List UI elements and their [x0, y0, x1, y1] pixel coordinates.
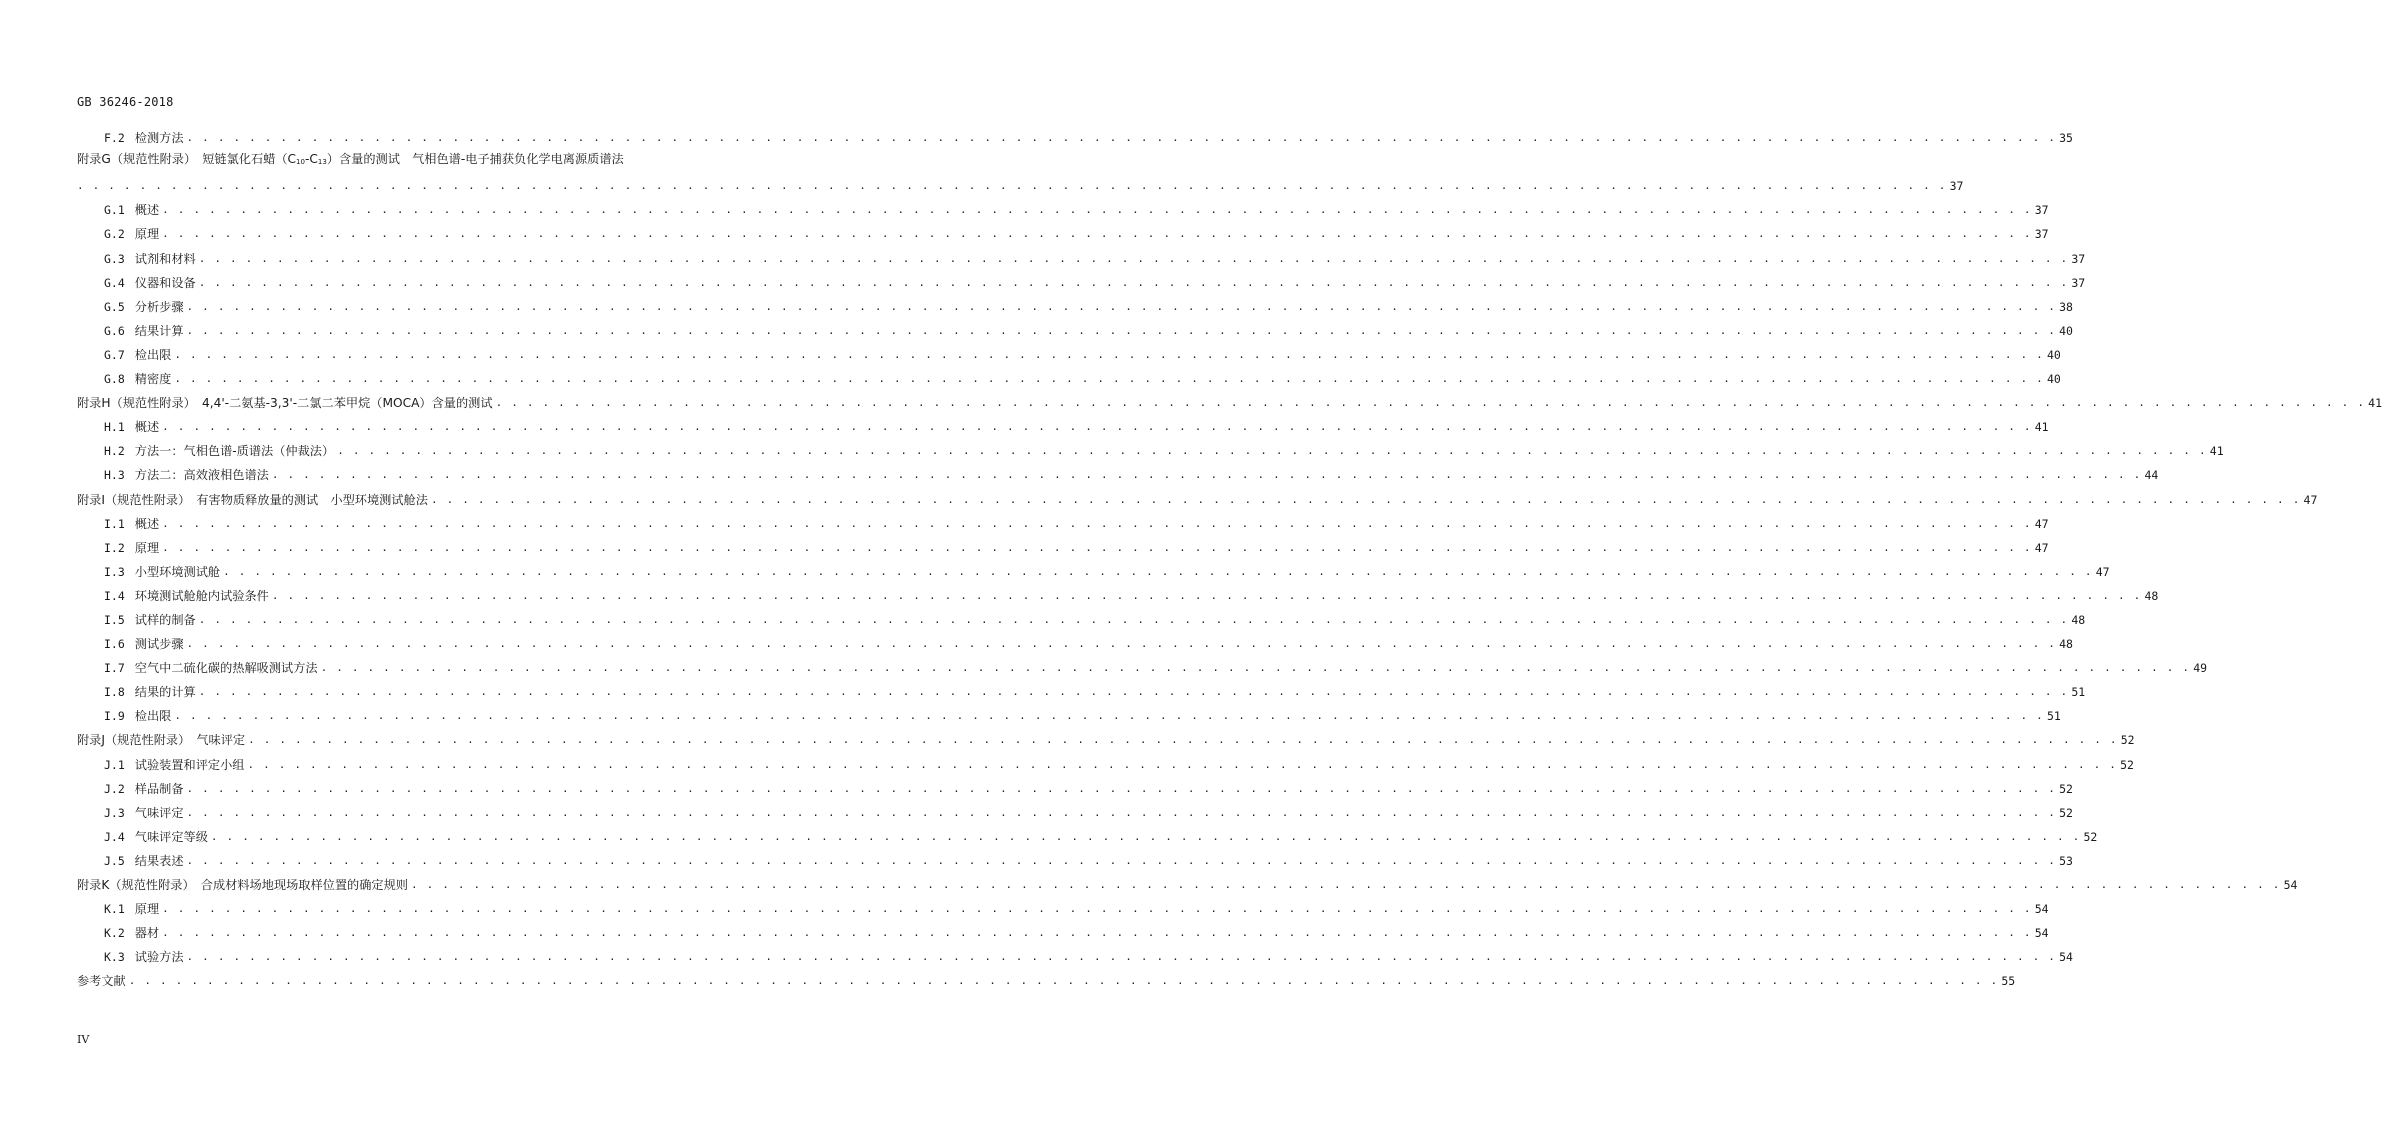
toc-entry-page: 52	[2059, 781, 2073, 796]
toc-entry-number: G.7	[104, 347, 125, 362]
toc-entry[interactable]	[77, 532, 2049, 556]
toc-entry-page: 47	[2034, 540, 2049, 555]
toc-entry-number: I.7	[104, 661, 125, 676]
toc-entry[interactable]	[77, 797, 2073, 821]
toc-entry-title: 概述	[134, 420, 160, 435]
dot-leader: . . . . . . . . . . . . . . . . . . . . . . . . . . . . . . . . . . . . . . . . . . . . . . . . . . . . . . . . . . . . . . . . . . . . . . . . . . . . . . . . . . . . . . . . . . . . . . . . . . . . . . . . . . . . . . . . . . . . . . . .	[410, 878, 2281, 891]
toc-entry-title: 附录K（规范性附录） 合成材料场地现场取样位置的确定规则	[77, 878, 408, 892]
toc-entry-number: G.6	[104, 323, 125, 338]
dot-leader: . . . . . . . . . . . . . . . . . . . . . . . . . . . . . . . . . . . . . . . . . . . . . . . . . . . . . . . . . . . . . . . . . . . . . . . . . . . . . . . . . . . . . . . . . . . . . . . . . . . . . . . . . . . . . . . . . . . . . . . .	[174, 347, 2044, 361]
toc-entry[interactable]	[77, 483, 2318, 507]
toc-entry[interactable]	[77, 339, 2061, 363]
toc-entry-number: J.4	[104, 829, 125, 844]
toc-entry-page: 40	[2046, 347, 2061, 362]
title-text: 附录G（规范性附录） 短链氯化石蜡（C	[77, 152, 297, 167]
toc-entry[interactable]	[77, 604, 2086, 628]
toc-entry-number: I.8	[104, 685, 125, 700]
toc-entry-page: 54	[2283, 878, 2298, 892]
toc-entry-title: 环境测试舱舱内试验条件	[134, 588, 269, 603]
toc-entry-title: 器材	[134, 926, 160, 941]
toc-entry[interactable]	[77, 122, 2073, 146]
toc-entry-title: 试验装置和评定小组	[134, 757, 245, 772]
toc-entry-page: 40	[2046, 372, 2061, 387]
toc-entry[interactable]	[77, 748, 2134, 772]
toc-entry-page: 54	[2034, 902, 2049, 917]
toc-entry-number: H.1	[104, 420, 125, 435]
dot-leader: . . . . . . . . . . . . . . . . . . . . . . . . . . . . . . . . . . . . . . . . . . . . . . . . . . . . . . . . . . . . . . . . . . . . . . . . . . . . . . . . . . . . . . . . . . . . . . . . . . . . . . . . . . . . . . . . . . . . . . . .	[162, 516, 2032, 530]
toc-entry-title: 原理	[134, 902, 160, 917]
toc-entry-number: I.6	[104, 637, 125, 652]
toc-entry-page: 47	[2303, 492, 2318, 507]
toc-entry-page: 54	[2034, 926, 2049, 941]
subscript-text: 13	[317, 158, 327, 167]
toc-entry-page: 37	[2071, 251, 2086, 266]
title-text: -C	[304, 152, 318, 167]
toc-entry[interactable]	[77, 411, 2049, 435]
dot-leader: . . . . . . . . . . . . . . . . . . . . . . . . . . . . . . . . . . . . . . . . . . . . . . . . . . . . . . . . . . . . . . . . . . . . . . . . . . . . . . . . . . . . . . . . . . . . . . . . . . . . . . . . . . . . . . . . . . . . . . . .	[198, 685, 2069, 699]
dot-leader: . . . . . . . . . . . . . . . . . . . . . . . . . . . . . . . . . . . . . . . . . . . . . . . . . . . . . . . . . . . . . . . . . . . . . . . . . . . . . . . . . . . . . . . . . . . . . . . . . . . . . . . . . . . . . . . . . . . . . . . .	[174, 372, 2044, 386]
toc-entry-title	[77, 151, 624, 170]
toc-entry[interactable]	[77, 628, 2073, 652]
toc-entry-page: 55	[2001, 974, 2016, 989]
toc-entry-title: 精密度	[134, 372, 172, 387]
toc-entry-title: 结果的计算	[134, 685, 196, 700]
toc-entry-title: 附录J（规范性附录） 气味评定	[77, 733, 246, 748]
toc-entry-page: 47	[2034, 516, 2049, 531]
toc-entry-page: 48	[2071, 612, 2086, 627]
toc-entry[interactable]	[77, 556, 2110, 580]
toc-entry-number: I.3	[104, 564, 125, 579]
toc-entry-page: 51	[2071, 685, 2086, 700]
toc-entry-title: 概述	[134, 203, 160, 218]
toc-entry[interactable]	[77, 652, 2208, 676]
toc-entry-title: 试样的制备	[134, 612, 196, 627]
toc-entry-title: 仪器和设备	[134, 275, 196, 290]
toc-entry-title: 概述	[134, 516, 160, 531]
toc-entry[interactable]	[77, 363, 2061, 387]
toc-entry-title: 结果计算	[134, 323, 184, 338]
toc-entry-page: 37	[2034, 227, 2049, 242]
toc-entry[interactable]	[77, 845, 2073, 869]
title-text: ）含量的测试 气相色谱-电子捕获负化学电离源质谱法	[326, 152, 624, 167]
toc-entry-page: 51	[2046, 709, 2061, 724]
dot-leader: . . . . . . . . . . . . . . . . . . . . . . . . . . . . . . . . . . . . . . . . . . . . . . . . . . . . . . . . . . . . . . . . . . . . . . . . . . . . . . . . . . . . . . . . . . . . . . . . . . . . . . . . . . . . . . . . . . . . . . . .	[247, 757, 2118, 771]
toc-entry-page: 35	[2059, 131, 2073, 146]
toc-entry-page: 52	[2120, 733, 2135, 748]
toc-entry-page: 48	[2144, 588, 2159, 603]
dot-leader: . . . . . . . . . . . . . . . . . . . . . . . . . . . . . . . . . . . . . . . . . . . . . . . . . . . . . . . . . . . . . . . . . . . . . . . . . . . . . . . . . . . . . . . . . . . . . . . . . . . . . . . . . . . . . . . . . . . . . . . .	[186, 131, 2057, 145]
dot-leader: . . . . . . . . . . . . . . . . . . . . . . . . . . . . . . . . . . . . . . . . . . . . . . . . . . . . . . . . . . . . . . . . . . . . . . . . . . . . . . . . . . . . . . . . . . . . . . . . . . . . . . . . . . . . . . . . . . . . . . . .	[186, 781, 2057, 795]
toc-entry-title: 检出限	[134, 709, 172, 724]
toc-entry-title: 原理	[134, 227, 160, 242]
toc-entry-number: I.2	[104, 540, 125, 555]
toc-entry[interactable]	[77, 459, 2159, 483]
toc-entry-page: 37	[2071, 275, 2086, 290]
toc-entry-page: 37	[1949, 179, 1964, 194]
toc-entry[interactable]	[77, 580, 2159, 604]
toc-entry[interactable]	[77, 821, 2098, 845]
toc-entry[interactable]	[77, 242, 2086, 266]
toc-entry-title: 原理	[134, 540, 160, 555]
toc-entry-title: 试剂和材料	[134, 251, 196, 266]
dot-leader: . . . . . . . . . . . . . . . . . . . . . . . . . . . . . . . . . . . . . . . . . . . . . . . . . . . . . . . . . . . . . . . . . . . . . . . . . . . . . . . . . . . . . . . . . . . . . . . . . . . . . . . . . . . . . . . . . . . . . . . .	[77, 179, 1947, 193]
dot-leader: . . . . . . . . . . . . . . . . . . . . . . . . . . . . . . . . . . . . . . . . . . . . . . . . . . . . . . . . . . . . . . . . . . . . . . . . . . . . . . . . . . . . . . . . . . . . . . . . . . . . . . . . . . . . . . . . . . . . . . . .	[162, 420, 2032, 434]
toc-entry-page: 41	[2209, 444, 2224, 459]
dot-leader: . . . . . . . . . . . . . . . . . . . . . . . . . . . . . . . . . . . . . . . . . . . . . . . . . . . . . . . . . . . . . . . . . . . . . . . . . . . . . . . . . . . . . . . . . . . . . . . . . . . . . . . . . . . . . . . . . . . . . . . .	[186, 323, 2057, 337]
dot-leader: . . . . . . . . . . . . . . . . . . . . . . . . . . . . . . . . . . . . . . . . . . . . . . . . . . . . . . . . . . . . . . . . . . . . . . . . . . . . . . . . . . . . . . . . . . . . . . . . . . . . . . . . . . . . . . . . . . . . . . . .	[128, 974, 1999, 988]
dot-leader: . . . . . . . . . . . . . . . . . . . . . . . . . . . . . . . . . . . . . . . . . . . . . . . . . . . . . . . . . . . . . . . . . . . . . . . . . . . . . . . . . . . . . . . . . . . . . . . . . . . . . . . . . . . . . . . . . . . . . . . .	[162, 902, 2032, 916]
dot-leader: . . . . . . . . . . . . . . . . . . . . . . . . . . . . . . . . . . . . . . . . . . . . . . . . . . . . . . . . . . . . . . . . . . . . . . . . . . . . . . . . . . . . . . . . . . . . . . . . . . . . . . . . . . . . . . . . . . . . . . . .	[223, 564, 2093, 578]
dot-leader: . . . . . . . . . . . . . . . . . . . . . . . . . . . . . . . . . . . . . . . . . . . . . . . . . . . . . . . . . . . . . . . . . . . . . . . . . . . . . . . . . . . . . . . . . . . . . . . . . . . . . . . . . . . . . . . . . . . . . . . .	[248, 733, 2118, 747]
toc-entry-title: 检测方法	[134, 131, 184, 146]
dot-leader: . . . . . . . . . . . . . . . . . . . . . . . . . . . . . . . . . . . . . . . . . . . . . . . . . . . . . . . . . . . . . . . . . . . . . . . . . . . . . . . . . . . . . . . . . . . . . . . . . . . . . . . . . . . . . . . . . . . . . . . .	[186, 299, 2057, 313]
dot-leader: . . . . . . . . . . . . . . . . . . . . . . . . . . . . . . . . . . . . . . . . . . . . . . . . . . . . . . . . . . . . . . . . . . . . . . . . . . . . . . . . . . . . . . . . . . . . . . . . . . . . . . . . . . . . . . . . . . . . . . . .	[162, 227, 2032, 241]
toc-entry-page: 40	[2059, 323, 2073, 338]
toc-entry-title: 试验方法	[134, 950, 184, 965]
toc-entry-page: 47	[2095, 564, 2110, 579]
dot-leader: . . . . . . . . . . . . . . . . . . . . . . . . . . . . . . . . . . . . . . . . . . . . . . . . . . . . . . . . . . . . . . . . . . . . . . . . . . . . . . . . . . . . . . . . . . . . . . . . . . . . . . . . . . . . . . . . . . . . . . . .	[186, 950, 2057, 964]
dot-leader: . . . . . . . . . . . . . . . . . . . . . . . . . . . . . . . . . . . . . . . . . . . . . . . . . . . . . . . . . . . . . . . . . . . . . . . . . . . . . . . . . . . . . . . . . . . . . . . . . . . . . . . . . . . . . . . . . . . . . . . .	[186, 853, 2057, 867]
toc-entry-number: H.3	[104, 468, 125, 483]
toc-entry-title: 测试步骤	[134, 637, 184, 652]
toc-entry-title: 样品制备	[134, 781, 184, 796]
dot-leader: . . . . . . . . . . . . . . . . . . . . . . . . . . . . . . . . . . . . . . . . . . . . . . . . . . . . . . . . . . . . . . . . . . . . . . . . . . . . . . . . . . . . . . . . . . . . . . . . . . . . . . . . . . . . . . . . . . . . . . . .	[162, 540, 2032, 554]
toc-entry-page: 49	[2193, 661, 2208, 676]
toc-entry-number: G.2	[104, 227, 125, 242]
toc-entry[interactable]	[77, 435, 2224, 459]
toc-entry-number: I.9	[104, 709, 125, 724]
table-of-contents	[77, 122, 2382, 989]
toc-entry-title: 参考文献	[77, 974, 126, 989]
toc-entry[interactable]	[77, 941, 2073, 965]
toc-entry-page: 38	[2059, 299, 2073, 314]
dot-leader: . . . . . . . . . . . . . . . . . . . . . . . . . . . . . . . . . . . . . . . . . . . . . . . . . . . . . . . . . . . . . . . . . . . . . . . . . . . . . . . . . . . . . . . . . . . . . . . . . . . . . . . . . . . . . . . . . . . . . . . .	[271, 468, 2142, 482]
document-code: GB 36246-2018	[77, 95, 174, 109]
toc-entry-title: 气味评定	[134, 805, 184, 820]
toc-entry-page: 52	[2059, 805, 2073, 820]
dot-leader: . . . . . . . . . . . . . . . . . . . . . . . . . . . . . . . . . . . . . . . . . . . . . . . . . . . . . . . . . . . . . . . . . . . . . . . . . . . . . . . . . . . . . . . . . . . . . . . . . . . . . . . . . . . . . . . . . . . . . . . .	[162, 203, 2032, 217]
dot-leader: . . . . . . . . . . . . . . . . . . . . . . . . . . . . . . . . . . . . . . . . . . . . . . . . . . . . . . . . . . . . . . . . . . . . . . . . . . . . . . . . . . . . . . . . . . . . . . . . . . . . . . . . . . . . . . . . . . . . . . . .	[186, 637, 2057, 651]
toc-entry[interactable]	[77, 315, 2073, 339]
toc-entry-number: J.2	[104, 781, 125, 796]
dot-leader: . . . . . . . . . . . . . . . . . . . . . . . . . . . . . . . . . . . . . . . . . . . . . . . . . . . . . . . . . . . . . . . . . . . . . . . . . . . . . . . . . . . . . . . . . . . . . . . . . . . . . . . . . . . . . . . . . . . . . . . .	[320, 661, 2191, 675]
toc-entry-title: 分析步骤	[134, 299, 184, 314]
subscript-text: 10	[296, 158, 305, 167]
dot-leader: . . . . . . . . . . . . . . . . . . . . . . . . . . . . . . . . . . . . . . . . . . . . . . . . . . . . . . . . . . . . . . . . . . . . . . . . . . . . . . . . . . . . . . . . . . . . . . . . . . . . . . . . . . . . . . . . . . . . . . . .	[210, 829, 2081, 843]
toc-entry-page: 48	[2059, 637, 2073, 652]
toc-entry-number: F.2	[104, 131, 125, 146]
toc-entry-title: 气味评定等级	[134, 829, 208, 844]
toc-entry-number: I.1	[104, 516, 125, 531]
toc-entry-page: 44	[2144, 468, 2159, 483]
toc-entry-number: G.8	[104, 372, 125, 387]
toc-entry[interactable]	[77, 170, 1964, 194]
toc-entry[interactable]	[77, 194, 2049, 218]
toc-entry-page: 41	[2034, 420, 2049, 435]
toc-entry-number: J.5	[104, 853, 125, 868]
dot-leader: . . . . . . . . . . . . . . . . . . . . . . . . . . . . . . . . . . . . . . . . . . . . . . . . . . . . . . . . . . . . . . . . . . . . . . . . . . . . . . . . . . . . . . . . . . . . . . . . . . . . . . . . . . . . . . . . . . . . . . . .	[162, 926, 2032, 940]
toc-entry-title: 小型环境测试舱	[134, 564, 221, 579]
toc-entry[interactable]	[77, 676, 2086, 700]
toc-entry[interactable]	[77, 267, 2086, 291]
toc-entry-page: 37	[2034, 203, 2049, 218]
toc-entry-page: 41	[2368, 396, 2382, 411]
toc-entry-number: K.3	[104, 950, 125, 965]
toc-entry[interactable]	[77, 917, 2049, 941]
toc-entry[interactable]	[77, 773, 2073, 797]
toc-entry[interactable]	[77, 700, 2061, 724]
toc-entry[interactable]	[77, 146, 699, 170]
dot-leader: . . . . . . . . . . . . . . . . . . . . . . . . . . . . . . . . . . . . . . . . . . . . . . . . . . . . . . . . . . . . . . . . . . . . . . . . . . . . . . . . . . . . . . . . . . . . . . . . . . . . . . . . . . . . . . . . . . . . . . . .	[174, 709, 2044, 723]
dot-leader: . . . . . . . . . . . . . . . . . . . . . . . . . . . . . . . . . . . . . . . . . . . . . . . . . . . . . . . . . . . . . . . . . . . . . . . . . . . . . . . . . . . . . . . . . . . . . . . . . . . . . . . . . . . . . . . . . . . . . . . .	[198, 251, 2069, 265]
toc-entry-page: 53	[2059, 853, 2073, 868]
toc-entry-page: 54	[2059, 950, 2073, 965]
toc-entry-title: 空气中二硫化碳的热解吸测试方法	[134, 661, 318, 676]
toc-entry[interactable]	[77, 218, 2049, 242]
toc-entry-number: G.5	[104, 299, 125, 314]
toc-entry-number: J.1	[104, 757, 125, 772]
toc-entry[interactable]	[77, 291, 2073, 315]
dot-leader: . . . . . . . . . . . . . . . . . . . . . . . . . . . . . . . . . . . . . . . . . . . . . . . . . . . . . . . . . . . . . . . . . . . . . . . . . . . . . . . . . . . . . . . . . . . . . . . . . . . . . . . . . . . . . . . . . . . . . . . .	[430, 492, 2301, 506]
toc-entry-number: K.1	[104, 902, 125, 917]
dot-leader: . . . . . . . . . . . . . . . . . . . . . . . . . . . . . . . . . . . . . . . . . . . . . . . . . . . . . . . . . . . . . . . . . . . . . . . . . . . . . . . . . . . . . . . . . . . . . . . . . . . . . . . . . . . . . . . . . . . . . . . .	[198, 275, 2069, 289]
toc-entry-number: K.2	[104, 926, 125, 941]
toc-entry[interactable]	[77, 387, 2382, 411]
toc-entry-number: G.4	[104, 275, 125, 290]
dot-leader: . . . . . . . . . . . . . . . . . . . . . . . . . . . . . . . . . . . . . . . . . . . . . . . . . . . . . . . . . . . . . . . . . . . . . . . . . . . . . . . . . . . . . . . . . . . . . . . . . . . . . . . . . . . . . . . . . . . . . . . .	[271, 588, 2142, 602]
toc-entry-title: 检出限	[134, 347, 172, 362]
toc-entry[interactable]	[77, 893, 2049, 917]
toc-entry[interactable]	[77, 869, 2298, 893]
dot-leader: . . . . . . . . . . . . . . . . . . . . . . . . . . . . . . . . . . . . . . . . . . . . . . . . . . . . . . . . . . . . . . . . . . . . . . . . . . . . . . . . . . . . . . . . . . . . . . . . . . . . . . . . . . . . . . . . . . . . . . . .	[198, 612, 2069, 626]
toc-entry-title: 方法二：高效液相色谱法	[134, 468, 269, 483]
page-number: IV	[77, 1033, 90, 1046]
toc-entry-page: 52	[2120, 757, 2134, 772]
toc-entry-title: 附录H（规范性附录） 4,4'-二氨基-3,3'-二氯二苯甲烷（MOCA）含量的测试	[77, 396, 493, 411]
toc-entry-title: 附录I（规范性附录） 有害物质释放量的测试 小型环境测试舱法	[77, 492, 428, 507]
dot-leader: . . . . . . . . . . . . . . . . . . . . . . . . . . . . . . . . . . . . . . . . . . . . . . . . . . . . . . . . . . . . . . . . . . . . . . . . . . . . . . . . . . . . . . . . . . . . . . . . . . . . . . . . . . . . . . . . . . . . . . . .	[337, 444, 2207, 458]
toc-entry-number: I.5	[104, 612, 125, 627]
toc-entry[interactable]	[77, 724, 2135, 748]
toc-entry-number: I.4	[104, 588, 125, 603]
toc-entry-number: J.3	[104, 805, 125, 820]
toc-entry-title: 结果表述	[134, 853, 184, 868]
toc-entry-number: G.3	[104, 251, 125, 266]
toc-entry-number: H.2	[104, 444, 125, 459]
toc-entry-number: G.1	[104, 203, 125, 218]
toc-entry[interactable]	[77, 965, 2016, 989]
toc-entry[interactable]	[77, 508, 2049, 532]
dot-leader: . . . . . . . . . . . . . . . . . . . . . . . . . . . . . . . . . . . . . . . . . . . . . . . . . . . . . . . . . . . . . . . . . . . . . . . . . . . . . . . . . . . . . . . . . . . . . . . . . . . . . . . . . . . . . . . . . . . . . . . .	[186, 805, 2057, 819]
toc-entry-title: 方法一：气相色谱-质谱法（仲裁法）	[134, 444, 335, 459]
dot-leader: . . . . . . . . . . . . . . . . . . . . . . . . . . . . . . . . . . . . . . . . . . . . . . . . . . . . . . . . . . . . . . . . . . . . . . . . . . . . . . . . . . . . . . . . . . . . . . . . . . . . . . . . . . . . . . . . . . . . . . . .	[495, 396, 2366, 410]
toc-entry-page: 52	[2083, 829, 2098, 844]
